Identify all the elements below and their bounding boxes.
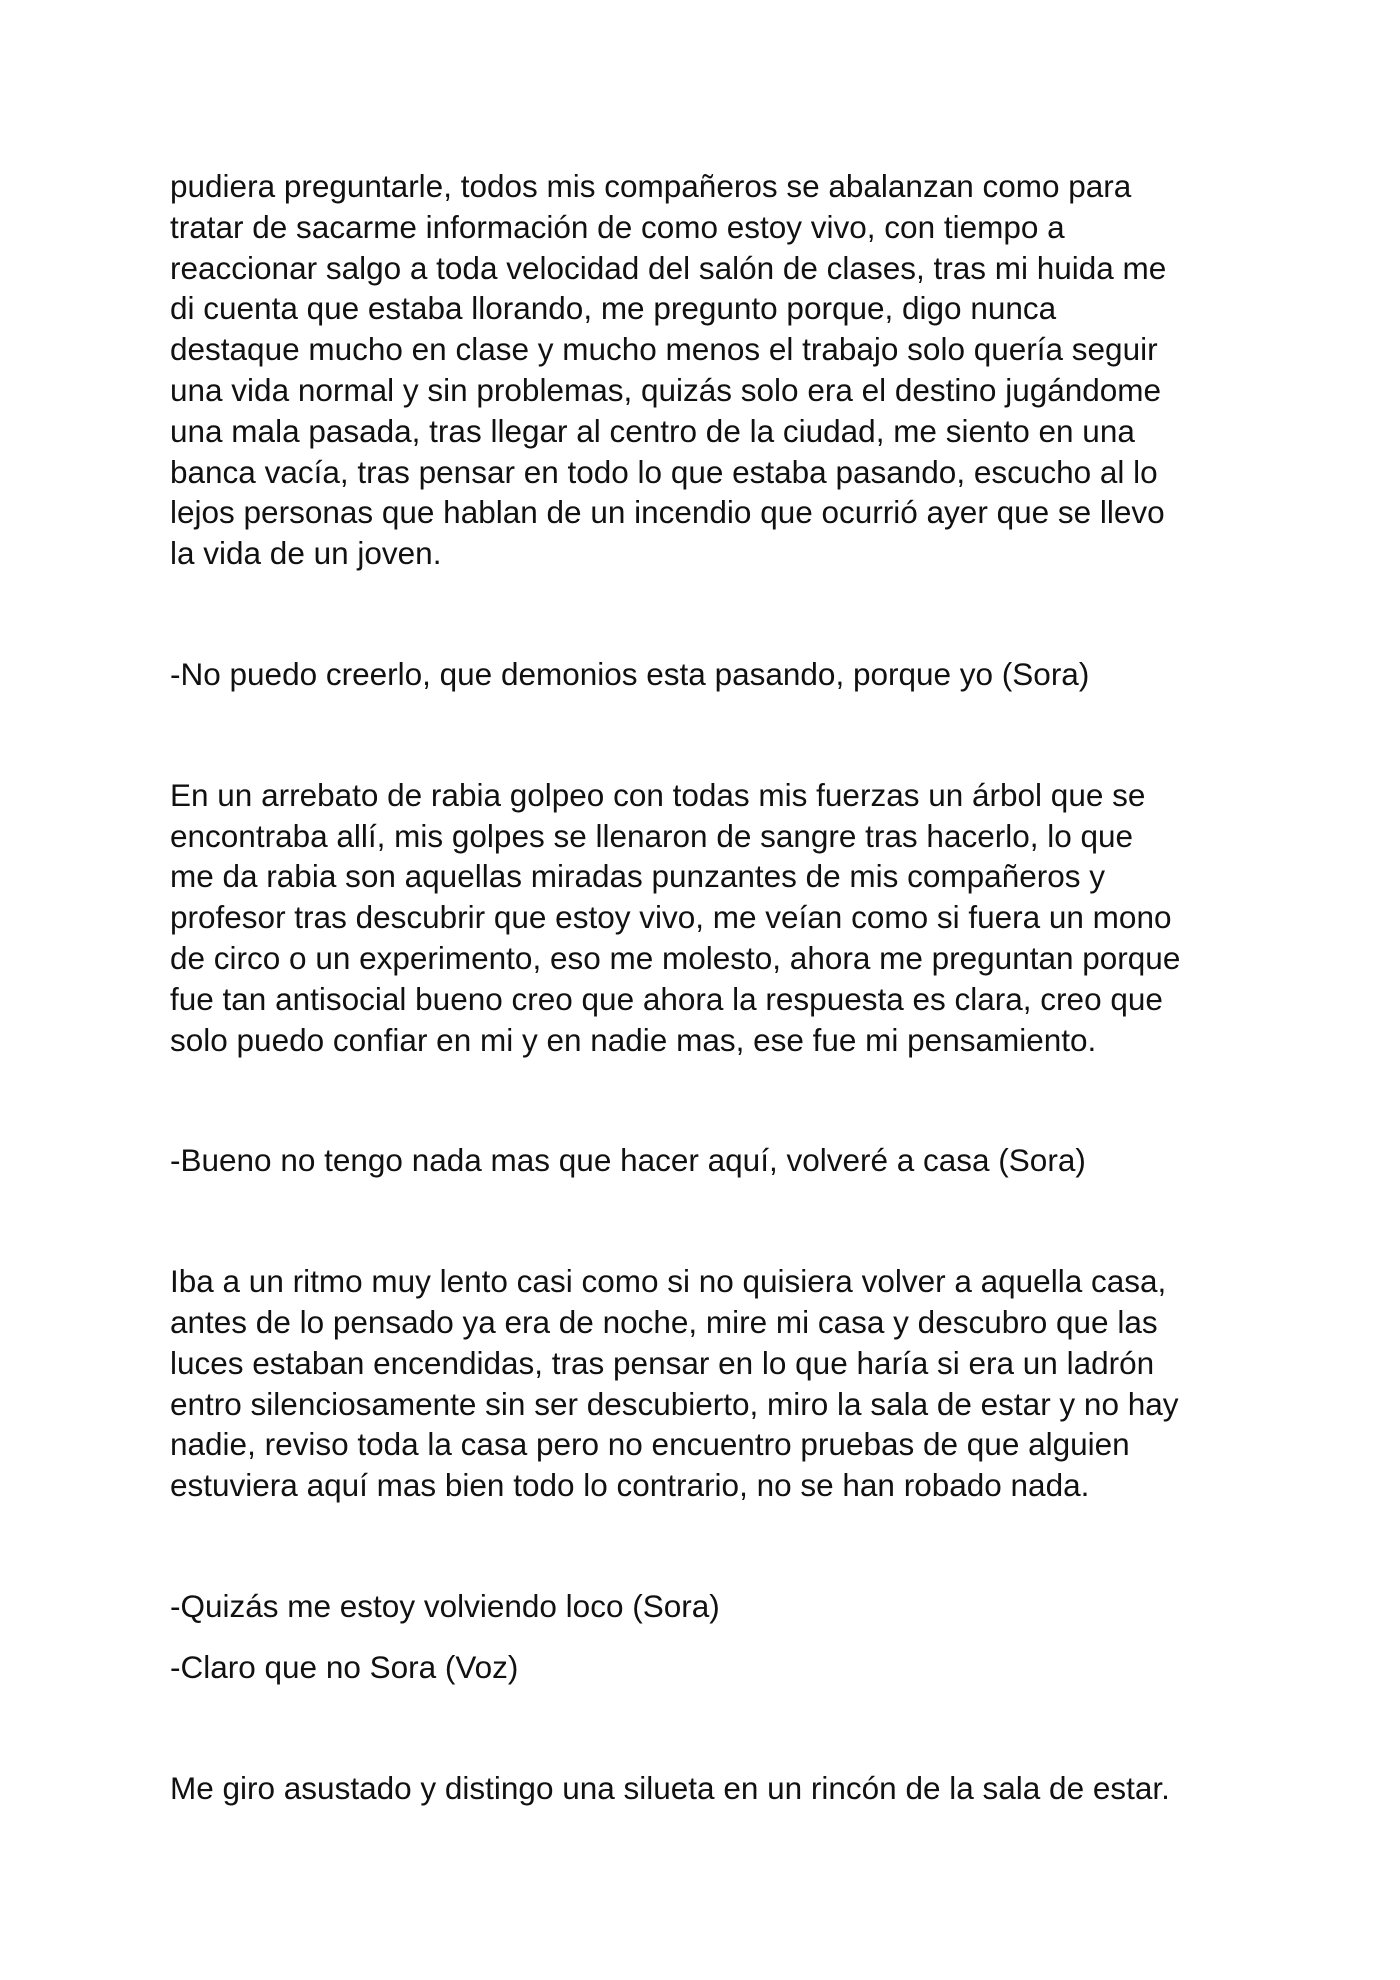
paragraph-line: tratar de sacarme información de como estoy vivo, con tiempo a bbox=[170, 208, 1065, 245]
dialogue-text: -Claro que no Sora (Voz) bbox=[170, 1648, 519, 1685]
dialogue-line-1 bbox=[170, 654, 1250, 695]
paragraph-line: destaque mucho en clase y mucho menos el trabajo solo quería seguir bbox=[170, 331, 1158, 368]
dialogue-line-4 bbox=[170, 1647, 1250, 1688]
paragraph-line: estuviera aquí mas bien todo lo contrario, no se han robado nada. bbox=[170, 1467, 1090, 1504]
dialogue-line-2 bbox=[170, 1140, 1250, 1181]
paragraph-line: nadie, reviso toda la casa pero no encuentro pruebas de que alguien bbox=[170, 1426, 1130, 1463]
dialogue-text: -Bueno no tengo nada mas que hacer aquí, volveré a casa (Sora) bbox=[170, 1142, 1086, 1179]
paragraph-line: me da rabia son aquellas miradas punzantes de mis compañeros y bbox=[170, 858, 1106, 895]
paragraph-line: di cuenta que estaba llorando, me pregunto porque, digo nunca bbox=[170, 290, 1057, 327]
paragraph-line: luces estaban encendidas, tras pensar en lo que haría si era un ladrón bbox=[170, 1344, 1155, 1381]
paragraph-line: encontraba allí, mis golpes se llenaron de sangre tras hacerlo, lo que bbox=[170, 817, 1134, 854]
paragraph-line: antes de lo pensado ya era de noche, mire mi casa y descubro que las bbox=[170, 1303, 1158, 1340]
paragraph-line: la vida de un joven. bbox=[170, 535, 442, 572]
paragraph-line: profesor tras descubrir que estoy vivo, me veían como si fuera un mono bbox=[170, 899, 1172, 936]
paragraph-line: pudiera preguntarle, todos mis compañeros se abalanzan como para bbox=[170, 168, 1132, 204]
dialogue-text: -Quizás me estoy volviendo loco (Sora) bbox=[170, 1587, 720, 1624]
paragraph-line: fue tan antisocial bueno creo que ahora la respuesta es clara, creo que bbox=[170, 980, 1163, 1017]
document-body bbox=[170, 166, 1250, 1808]
paragraph-line: banca vacía, tras pensar en todo lo que estaba pasando, escucho al lo bbox=[170, 453, 1158, 490]
paragraph-line: reaccionar salgo a toda velocidad del salón de clases, tras mi huida me bbox=[170, 249, 1167, 286]
paragraph-line: Me giro asustado y distingo una silueta en un rincón de la sala de estar. bbox=[170, 1769, 1170, 1806]
paragraph-line: En un arrebato de rabia golpeo con todas mis fuerzas un árbol que se bbox=[170, 776, 1146, 813]
paragraph-1 bbox=[170, 166, 1250, 574]
paragraph-line: Iba a un ritmo muy lento casi como si no quisiera volver a aquella casa, bbox=[170, 1263, 1167, 1300]
paragraph-line: lejos personas que hablan de un incendio que ocurrió ayer que se llevo bbox=[170, 494, 1165, 531]
paragraph-2 bbox=[170, 775, 1250, 1061]
paragraph-4 bbox=[170, 1768, 1250, 1809]
dialogue-line-3 bbox=[170, 1586, 1250, 1627]
paragraph-line: una vida normal y sin problemas, quizás solo era el destino jugándome bbox=[170, 371, 1162, 408]
paragraph-line: solo puedo confiar en mi y en nadie mas, ese fue mi pensamiento. bbox=[170, 1021, 1097, 1058]
paragraph-3 bbox=[170, 1261, 1250, 1506]
paragraph-line: entro silenciosamente sin ser descubierto, miro la sala de estar y no hay bbox=[170, 1385, 1179, 1422]
paragraph-line: de circo o un experimento, eso me molesto, ahora me preguntan porque bbox=[170, 939, 1181, 976]
paragraph-line: una mala pasada, tras llegar al centro de la ciudad, me siento en una bbox=[170, 412, 1135, 449]
dialogue-text: -No puedo creerlo, que demonios esta pasando, porque yo (Sora) bbox=[170, 655, 1090, 692]
